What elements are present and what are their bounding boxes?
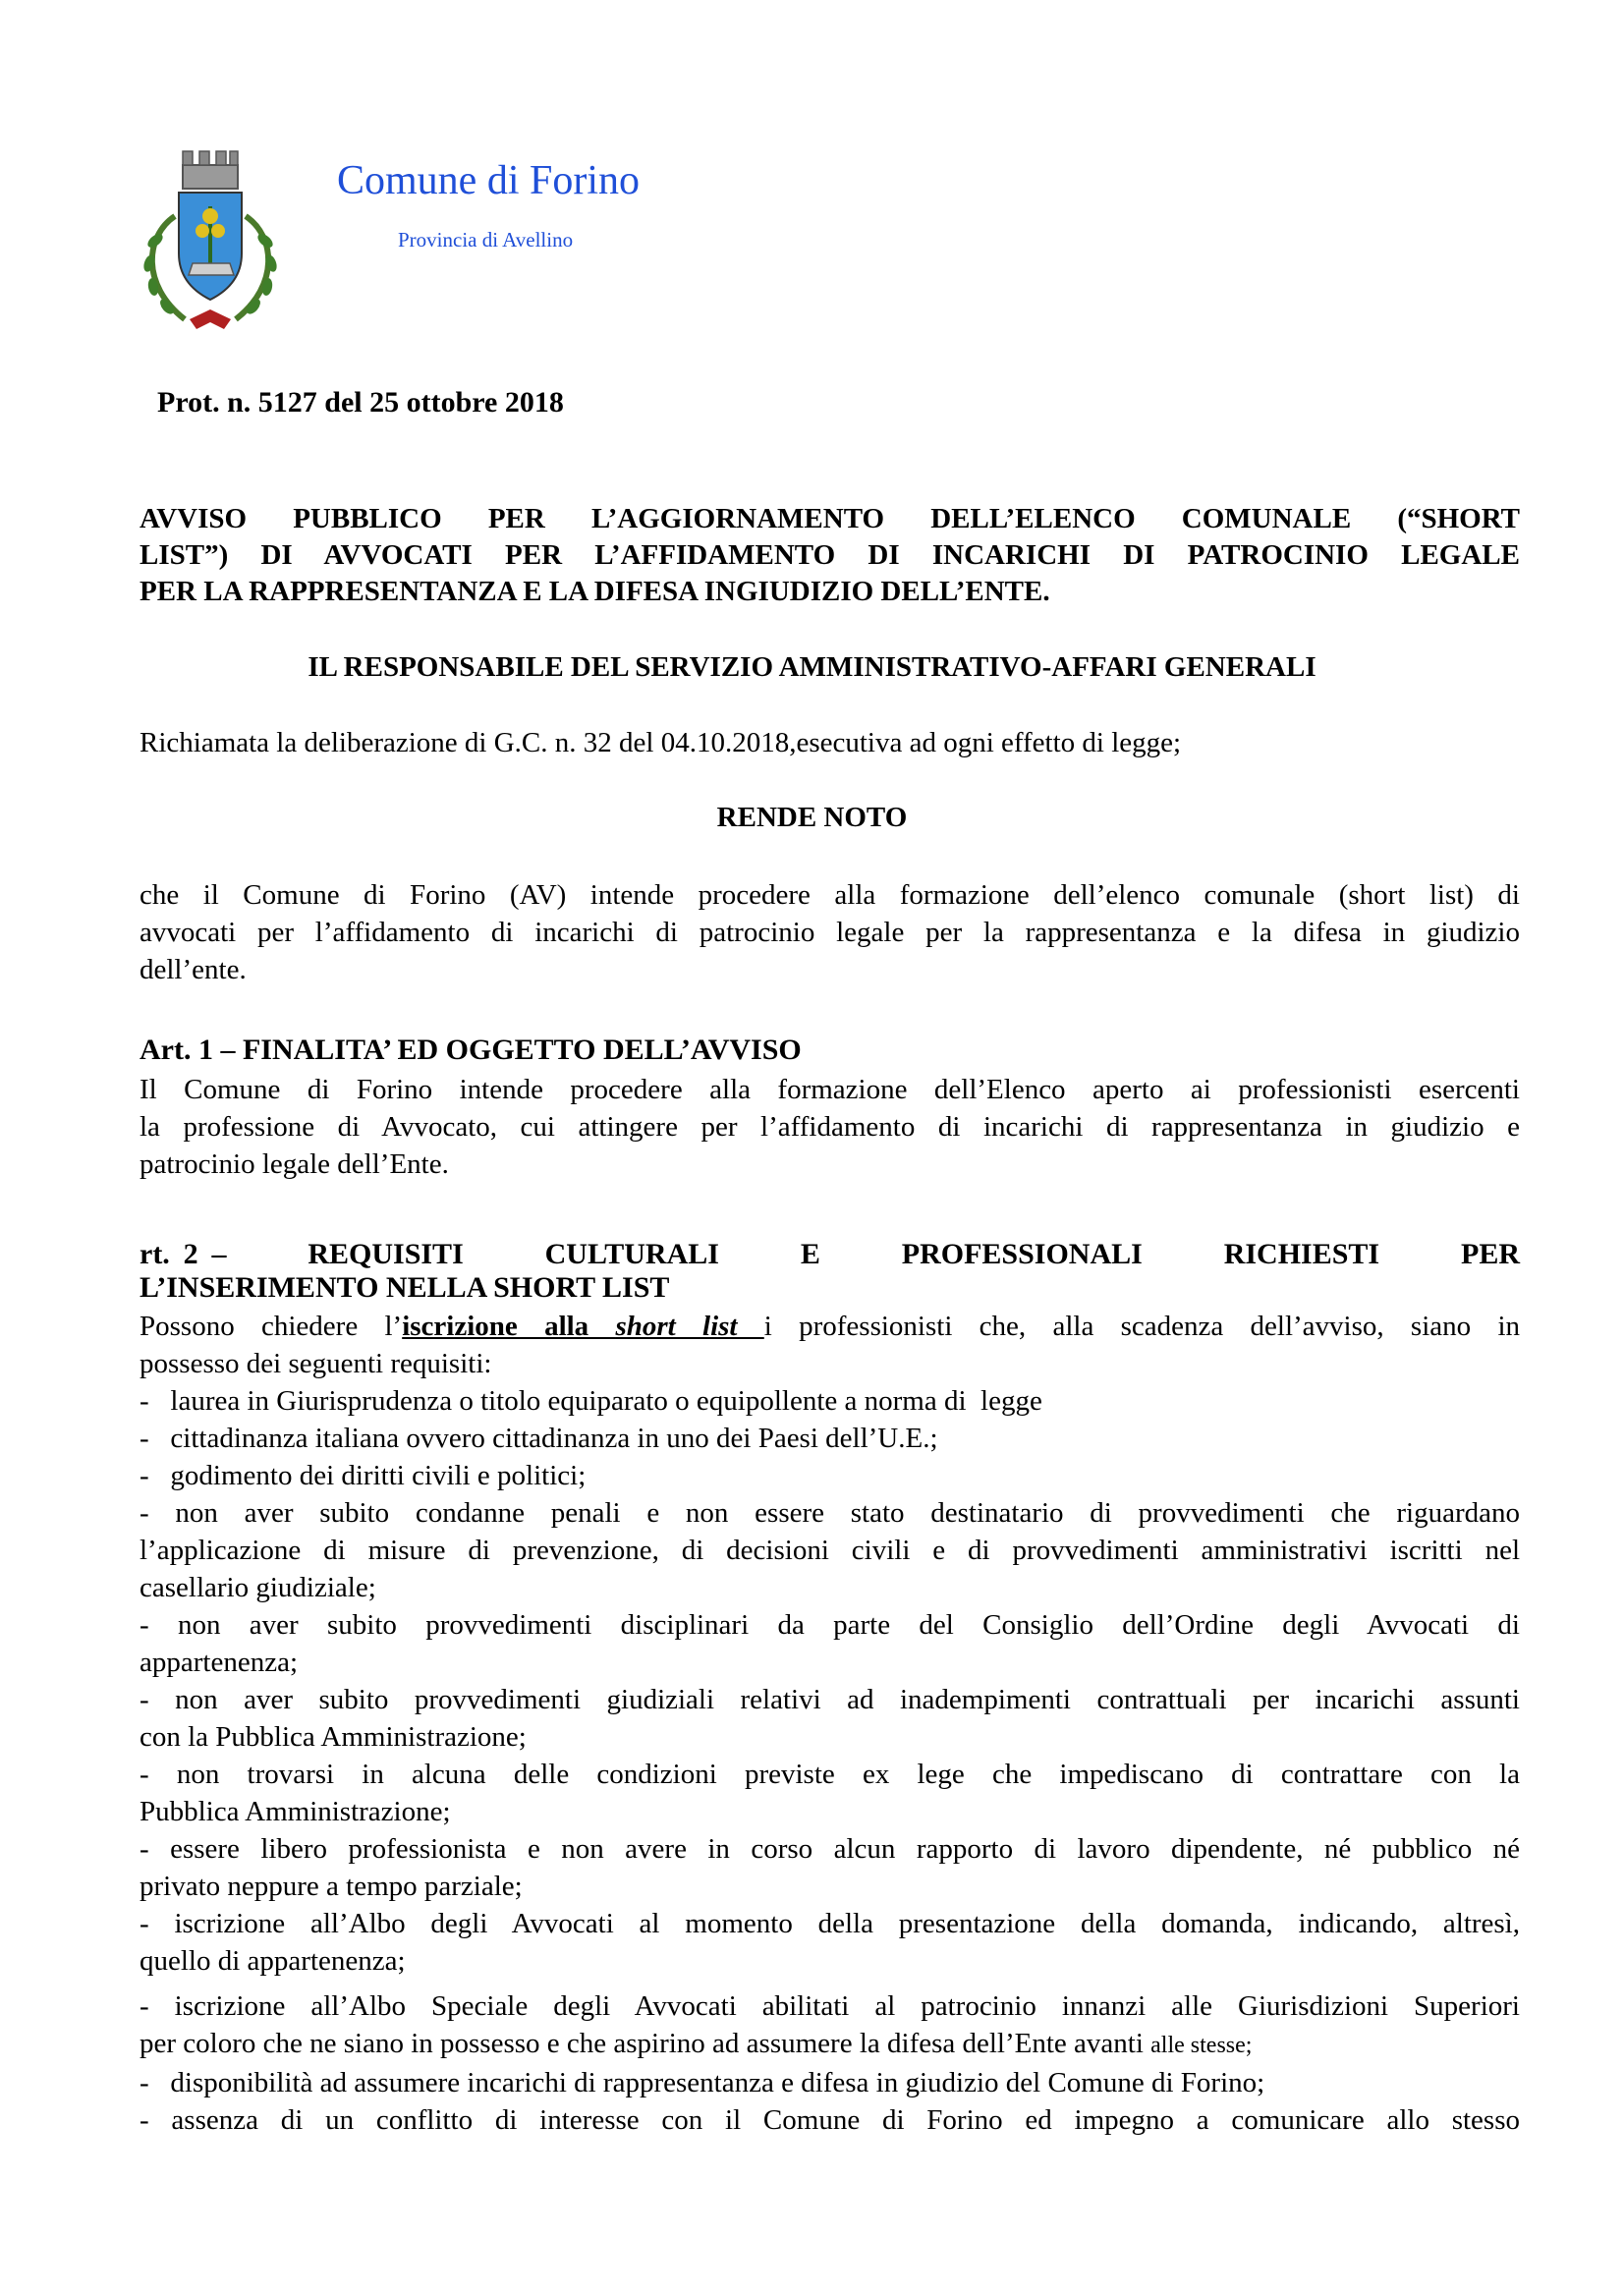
requirement-item: - non aver subito condanne penali e non essere stato destinatario di provvedimenti che riguardano: [140, 1497, 1520, 1529]
municipality-name: Comune di Forino: [337, 158, 641, 203]
article-1-line: patrocinio legale dell’Ente.: [140, 1148, 449, 1180]
req10-text: per coloro che ne siano in possesso e che aspirino ad assumere la difesa dell’Ente avanti: [140, 2028, 1151, 2059]
requirement-item: - assenza di un conflitto di interesse con il Comune di Forino ed impegno a comunicare allo stesso: [140, 2104, 1520, 2136]
responsible-heading: IL RESPONSABILE DEL SERVIZIO AMMINISTRATIVO-AFFARI GENERALI: [308, 651, 1316, 683]
lead-text-after: i professionisti che, alla scadenza dell’avviso, siano in: [763, 1311, 1520, 1342]
article-1-heading: Art. 1 – FINALITA’ ED OGGETTO DELL’AVVISO: [140, 1034, 802, 1066]
requirement-item: - disponibilità ad assumere incarichi di rappresentanza e difesa in giudizio del Comune di Forino;: [140, 2067, 1265, 2098]
requirement-item: - non aver subito provvedimenti giudiziali relativi ad inadempimenti contrattuali per incarichi assunti: [140, 1684, 1520, 1715]
requirement-item-cont: casellario giudiziale;: [140, 1572, 376, 1603]
requirement-item-cont: quello di appartenenza;: [140, 1945, 406, 1977]
intro-line: avvocati per l’affidamento di incarichi di patrocinio legale per la rappresentanza e la difesa in giudizio: [140, 917, 1520, 948]
requirement-item-cont: [140, 2025, 1520, 2064]
article-2-body: [140, 1308, 1520, 2139]
lead-italic: short list: [615, 1311, 764, 1342]
article-2-heading-line: L’INSERIMENTO NELLA SHORT LIST: [140, 1271, 670, 1304]
title-line: LIST”) DI AVVOCATI PER L’AFFIDAMENTO DI INCARICHI DI PATROCINIO LEGALE: [140, 539, 1520, 571]
requirement-item: - cittadinanza italiana ovvero cittadinanza in uno dei Paesi dell’U.E.;: [140, 1423, 938, 1454]
requirement-item-cont: l’applicazione di misure di prevenzione, di decisioni civili e di provvedimenti amministrativi iscritti nel: [140, 1535, 1520, 1566]
article-1-line: Il Comune di Forino intende procedere alla formazione dell’Elenco aperto ai professionisti esercenti: [140, 1074, 1520, 1105]
lead-bold: iscrizione alla: [402, 1311, 616, 1342]
intro-paragraph: [140, 876, 1520, 988]
province-name: Provincia di Avellino: [398, 228, 574, 252]
title-line: AVVISO PUBBLICO PER L’AGGIORNAMENTO DELL’ELENCO COMUNALE (“SHORT: [140, 503, 1520, 534]
requirement-item: - non trovarsi in alcuna delle condizioni previste ex lege che impediscano di contrattare con la: [140, 1759, 1520, 1790]
coat-of-arms-icon: [136, 138, 285, 334]
requirement-item-cont: con la Pubblica Amministrazione;: [140, 1721, 527, 1753]
article-1-line: la professione di Avvocato, cui attingere per l’affidamento di incarichi di rappresentanza in giudizio e: [140, 1111, 1520, 1143]
requirements-lead-line: possesso dei seguenti requisiti:: [140, 1348, 492, 1379]
title-line: PER LA RAPPRESENTANZA E LA DIFESA INGIUDIZIO DELL’ENTE.: [140, 576, 1050, 607]
rende-noto-heading: RENDE NOTO: [716, 802, 908, 833]
lead-text: Possono chiedere l’: [140, 1311, 403, 1342]
article-2-heading: [140, 1236, 1520, 1307]
requirement-item-cont: privato neppure a tempo parziale;: [140, 1871, 523, 1902]
article-1-body: [140, 1071, 1520, 1183]
req10-small-text: alle stesse;: [1150, 2033, 1253, 2058]
intro-line: che il Comune di Forino (AV) intende procedere alla formazione dell’elenco comunale (short list) di: [140, 879, 1520, 911]
requirement-item: - non aver subito provvedimenti disciplinari da parte del Consiglio dell’Ordine degli Avvocati di: [140, 1609, 1520, 1641]
requirement-item-cont: Pubblica Amministrazione;: [140, 1796, 451, 1827]
notice-title: [140, 501, 1520, 610]
requirements-lead: [140, 1308, 1520, 1345]
protocol-number: Prot. n. 5127 del 25 ottobre 2018: [157, 386, 564, 419]
requirement-item: - laurea in Giurisprudenza o titolo equiparato o equipollente a norma di legge: [140, 1385, 1042, 1417]
requirement-item: - essere libero professionista e non avere in corso alcun rapporto di lavoro dipendente, né pubblico né: [140, 1833, 1520, 1865]
intro-line: dell’ente.: [140, 954, 247, 985]
requirement-item: - godimento dei diritti civili e politici;: [140, 1460, 587, 1491]
requirement-item: - iscrizione all’Albo degli Avvocati al momento della presentazione della domanda, indicando, altresì,: [140, 1908, 1520, 1939]
requirement-item-cont: appartenenza;: [140, 1647, 299, 1678]
article-2-heading-line: rt. 2 – REQUISITI CULTURALI E PROFESSIONALI RICHIESTI PER: [140, 1238, 1520, 1270]
requirement-item: - iscrizione all’Albo Speciale degli Avvocati abilitati al patrocinio innanzi alle Giurisdizioni Superiori: [140, 1990, 1520, 2022]
deliberation-reference: Richiamata la deliberazione di G.C. n. 32 del 04.10.2018,esecutiva ad ogni effetto di legge;: [140, 727, 1182, 758]
spacer: [140, 1980, 1520, 1987]
